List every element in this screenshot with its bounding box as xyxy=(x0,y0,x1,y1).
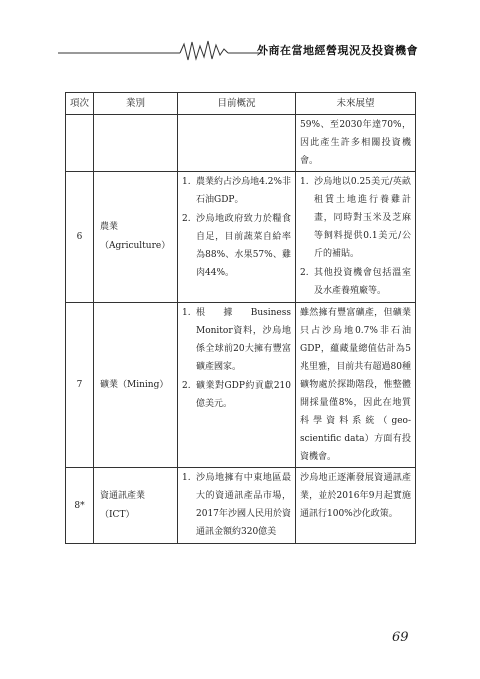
list-item-text: 沙烏地擁有中東地區最大的資通訊產品市場，2017年沙國人民用於資通訊金額約320億美 xyxy=(196,473,291,537)
category-label: 農業 xyxy=(100,222,119,232)
numbered-list xyxy=(182,469,291,541)
list-item-text: 礦業對GDP約貢獻210億美元。 xyxy=(196,381,291,409)
future-outlook-text: 雖然擁有豐富礦產，但礦業只占沙烏地0.7%非石油GDP，蘊藏量總值估計為5兆里雅，目前共有超過80種礦物處於探勘階段，惟整體開採量僅8%，因此在地質科學資料系統（geo-scientific data）方面有投資機會。 xyxy=(300,308,411,462)
category-label: （ICT） xyxy=(100,509,135,520)
table-row xyxy=(66,115,416,172)
list-item xyxy=(182,304,291,376)
row-number: 8* xyxy=(66,468,94,544)
category-cell xyxy=(94,468,178,544)
header-current: 目前概況 xyxy=(178,93,296,115)
category-cell xyxy=(94,115,178,172)
row-number: 6 xyxy=(66,172,94,303)
header-category: 業別 xyxy=(94,93,178,115)
table-header-row xyxy=(66,93,416,115)
table-row xyxy=(66,303,416,468)
category-label: 礦業（Mining） xyxy=(100,379,169,390)
page-number: 69 xyxy=(392,630,409,645)
industry-table xyxy=(65,92,416,544)
numbered-list xyxy=(182,304,291,413)
category-cell xyxy=(94,172,178,303)
running-header xyxy=(58,38,418,62)
list-item xyxy=(182,210,291,282)
row-number xyxy=(66,115,94,172)
numbered-list xyxy=(182,173,291,282)
list-item-number: 1. xyxy=(182,473,191,483)
table-row xyxy=(66,468,416,544)
list-item xyxy=(182,469,291,541)
category-cell xyxy=(94,303,178,468)
row-number: 7 xyxy=(66,303,94,468)
list-item-number: 2. xyxy=(300,268,309,278)
current-status-cell xyxy=(178,468,296,544)
list-item-text: 根據Business Monitor資料，沙烏地係全球前20大擁有豐富礦產國家。 xyxy=(196,308,291,372)
header-title: 外商在當地經營現況及投資機會 xyxy=(257,44,418,57)
list-item xyxy=(182,173,291,209)
future-outlook-cell xyxy=(296,303,416,468)
list-item-text: 沙烏地政府致力於糧食自足，目前蔬菜自給率為88%、水果57%、雞肉44%。 xyxy=(196,214,291,278)
list-item-text: 沙烏地以0.25美元/英畝租賃土地進行養雞計畫，同時對玉米及芝麻等飼料提供0.1美元/公斤的補貼。 xyxy=(314,177,411,259)
list-item-number: 2. xyxy=(182,381,191,391)
list-item-number: 1. xyxy=(182,308,191,318)
header-num: 項次 xyxy=(66,93,94,115)
current-status-cell xyxy=(178,115,296,172)
list-item-text: 其他投資機會包括溫室及水產養殖廠等。 xyxy=(314,268,411,296)
list-item xyxy=(182,377,291,413)
table-row xyxy=(66,172,416,303)
list-item xyxy=(300,264,411,300)
future-outlook-cell xyxy=(296,468,416,544)
current-status-cell xyxy=(178,303,296,468)
numbered-list xyxy=(300,173,411,300)
current-status-cell xyxy=(178,172,296,303)
list-item xyxy=(300,173,411,263)
category-label: 資通訊產業 xyxy=(100,490,146,501)
header-future: 未來展望 xyxy=(296,93,416,115)
future-outlook-cell xyxy=(296,172,416,303)
list-item-number: 2. xyxy=(182,214,191,224)
future-outlook-cell xyxy=(296,115,416,172)
future-outlook-text: 沙烏地正逐漸發展資通訊產業，並於2016年9月起實施通訊行100%沙化政策。 xyxy=(300,473,411,519)
category-label: （Agriculture） xyxy=(100,241,171,251)
list-item-number: 1. xyxy=(182,177,191,187)
list-item-number: 1. xyxy=(300,177,309,187)
list-item-text: 農業約占沙烏地4.2%非石油GDP。 xyxy=(196,177,291,205)
future-outlook-text: 59%、至2030年達70%，因此產生許多相關投資機會。 xyxy=(300,120,411,166)
